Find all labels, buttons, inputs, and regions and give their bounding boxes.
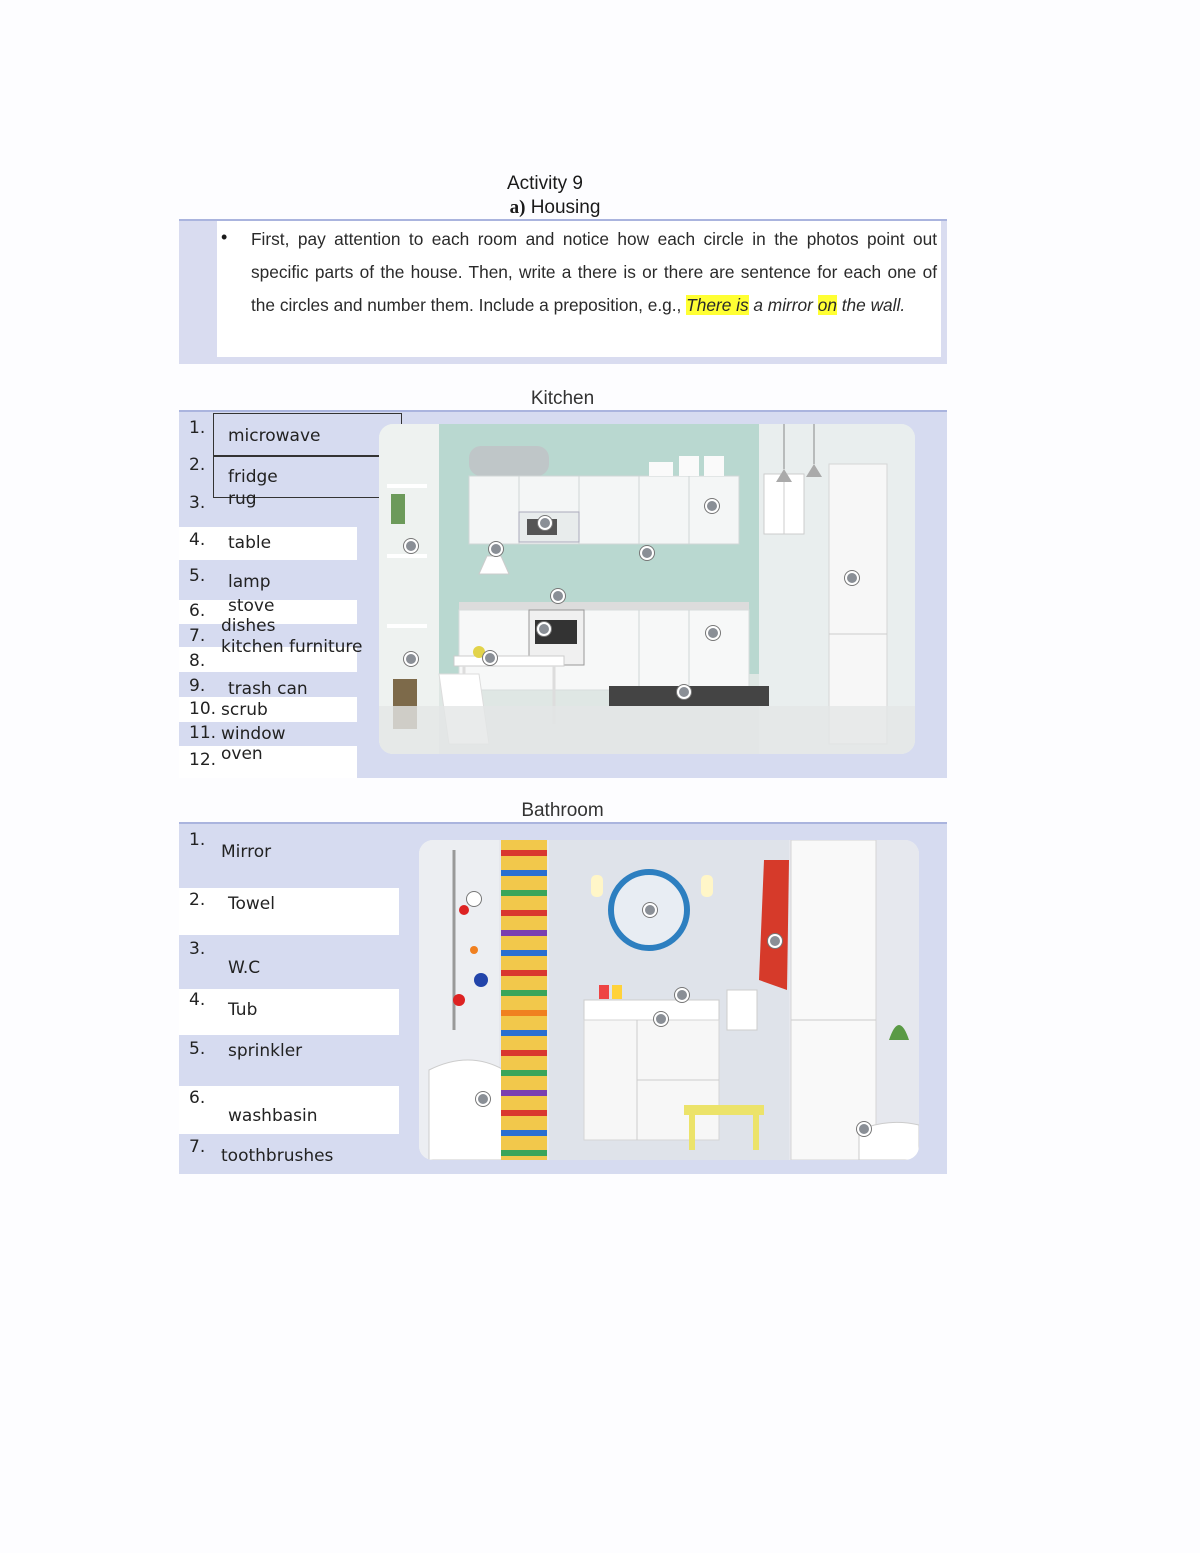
answer-text: trash can — [228, 679, 308, 699]
curtain-stripes — [501, 840, 547, 1160]
answer-text: lamp — [228, 572, 271, 592]
example-there-is: There is — [686, 295, 749, 315]
item-number: 6. — [189, 1088, 206, 1108]
kitchen-illustration — [379, 424, 915, 754]
item-number: 8. — [189, 651, 206, 671]
item-number: 7. — [189, 1137, 206, 1157]
marker-dot[interactable] — [643, 903, 657, 917]
item-number: 3. — [189, 493, 206, 513]
instruction-panel — [217, 221, 941, 357]
bathroom-illustration — [419, 840, 919, 1160]
marker-dot[interactable] — [675, 988, 689, 1002]
marker-dot[interactable] — [857, 1122, 871, 1136]
marker-dot[interactable] — [467, 892, 481, 906]
answer-text: microwave — [228, 426, 321, 446]
answer-text: Mirror — [221, 842, 272, 862]
bullet-icon: • — [221, 227, 228, 247]
activity-title: Activity 9 — [506, 173, 584, 194]
kitchen-table — [179, 410, 947, 778]
example-on: on — [817, 295, 837, 315]
bathroom-table — [179, 822, 947, 1174]
kitchen-title: Kitchen — [530, 388, 595, 409]
marker-dot[interactable] — [537, 622, 551, 636]
example-a-mirror: a mirror — [748, 295, 818, 315]
marker-dot[interactable] — [640, 546, 654, 560]
marker-dot[interactable] — [404, 539, 418, 553]
marker-dot[interactable] — [768, 934, 782, 948]
item-number: 7. — [189, 626, 206, 646]
marker-dot[interactable] — [654, 1012, 668, 1026]
answer-text: scrub — [221, 700, 268, 720]
item-number: 4. — [189, 990, 206, 1010]
instruction-box — [179, 219, 947, 364]
item-number: 2. — [189, 890, 206, 910]
answer-text: Towel — [228, 894, 275, 914]
answer-text: sprinkler — [228, 1041, 303, 1061]
item-number: 5. — [189, 1039, 206, 1059]
item-number: 6. — [189, 601, 206, 621]
answer-text: oven — [221, 744, 263, 764]
marker-dot[interactable] — [489, 542, 503, 556]
answer-text: dishes — [221, 616, 276, 636]
item-number: 11. — [189, 723, 217, 743]
item-number: 5. — [189, 566, 206, 586]
answer-text: table — [228, 533, 272, 553]
marker-dot[interactable] — [483, 651, 497, 665]
item-number: 1. — [189, 830, 206, 850]
example-the-wall: the wall. — [836, 295, 906, 315]
answer-row-bg — [179, 989, 399, 1035]
item-number: 10. — [189, 699, 217, 719]
instruction-body: First, pay attention to each room and notice how each circle in the photos point out specific parts of the house. Then, write a there is or there are sentence for each one of the circles and number them. Include a preposition, e.g., — [251, 229, 937, 315]
marker-dot[interactable] — [551, 589, 565, 603]
item-number: 9. — [189, 676, 206, 696]
marker-dot[interactable] — [677, 685, 691, 699]
marker-dot[interactable] — [706, 626, 720, 640]
instruction-text — [251, 223, 937, 322]
item-number: 3. — [189, 939, 206, 959]
marker-dot[interactable] — [404, 652, 418, 666]
answer-text: toothbrushes — [221, 1146, 334, 1166]
answer-text: W.C — [228, 958, 261, 978]
answer-text: fridge — [228, 467, 278, 487]
item-number: 4. — [189, 530, 206, 550]
marker-dot[interactable] — [705, 499, 719, 513]
answer-text: window — [221, 724, 286, 744]
bathroom-title: Bathroom — [521, 800, 604, 821]
item-number: 1. — [189, 418, 206, 438]
marker-dot[interactable] — [845, 571, 859, 585]
section-heading — [10, 197, 1100, 219]
section-letter: a) — [509, 197, 526, 218]
kitchen-photo — [379, 424, 915, 754]
answer-row-bg — [179, 888, 399, 935]
marker-dot[interactable] — [538, 516, 552, 530]
answer-text: rug — [228, 489, 257, 509]
answer-text: washbasin — [228, 1106, 318, 1126]
item-number: 2. — [189, 455, 206, 475]
marker-dot[interactable] — [476, 1092, 490, 1106]
answer-text: stove — [228, 596, 275, 616]
bathroom-photo — [419, 840, 919, 1160]
answer-text: Tub — [228, 1000, 258, 1020]
answer-text: kitchen furniture — [221, 637, 363, 657]
section-title: Housing — [530, 197, 601, 218]
item-number: 12. — [189, 750, 217, 770]
